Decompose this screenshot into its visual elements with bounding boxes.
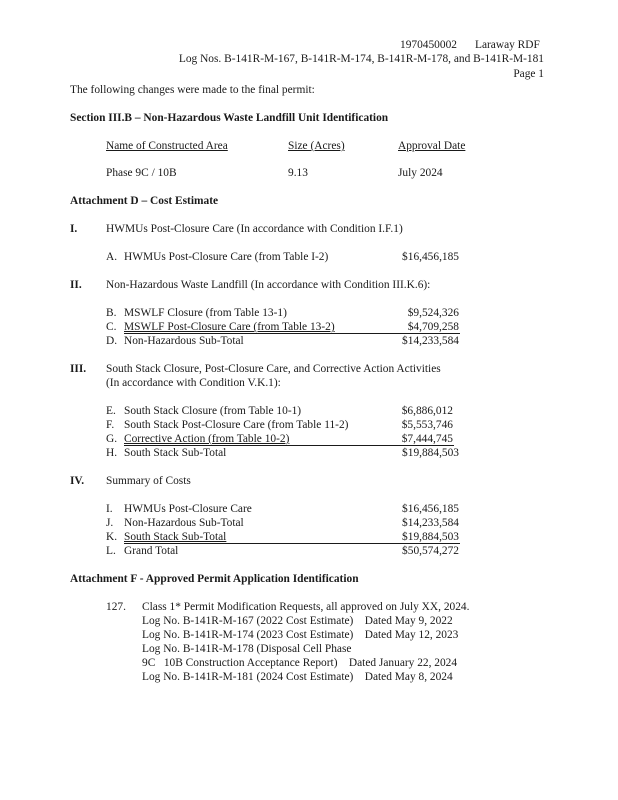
line-item-letter: C. — [106, 321, 117, 333]
group-title: Non-Hazardous Waste Landfill (In accordance with Condition III.K.6): — [106, 279, 431, 291]
line-item-amount: $16,456,185 — [402, 251, 459, 263]
line-item-amount: $5,553,746 — [401, 419, 453, 431]
line-item-amount: $19,884,503 — [402, 447, 459, 459]
document-id: 1970450002 — [400, 39, 457, 51]
group-numeral: III. — [70, 363, 87, 375]
log-entry: Log No. B-141R-M-178 (Disposal Cell Phase — [142, 643, 352, 655]
line-item-letter: G. — [106, 433, 118, 445]
line-item-amount: $14,233,584 — [402, 517, 459, 529]
group-numeral: I. — [70, 223, 78, 235]
line-item-letter: K. — [106, 531, 118, 543]
attachment-d-heading: Attachment D – Cost Estimate — [70, 195, 219, 207]
line-item-letter: D. — [106, 335, 118, 347]
constructed-area-name: Phase 9C / 10B — [106, 167, 177, 179]
log-entry-continued: 9C 10B Construction Acceptance Report) Dated January 22, 2024 — [142, 657, 458, 669]
grand-total-amount: $50,574,272 — [402, 545, 459, 557]
line-item-amount: $14,233,584 — [402, 335, 459, 347]
line-item-label: Non-Hazardous Sub-Total — [124, 517, 244, 529]
line-item-label: South Stack Post-Closure Care (from Table 11-2) — [124, 419, 349, 431]
attachment-f-heading: Attachment F - Approved Permit Application Identification — [70, 573, 359, 585]
log-entry: Log No. B-141R-M-167 (2022 Cost Estimate) Dated May 9, 2022 — [142, 615, 453, 627]
section-iiib-heading: Section III.B – Non-Hazardous Waste Landfill Unit Identification — [70, 112, 389, 124]
column-header-size: Size (Acres) — [288, 140, 345, 152]
group-title: HWMUs Post-Closure Care (In accordance with Condition I.F.1) — [106, 223, 403, 235]
line-item-letter: F. — [106, 419, 115, 431]
line-item-letter: A. — [106, 251, 118, 263]
line-item-amount: $7,444,745 — [401, 433, 453, 445]
group-numeral: II. — [70, 279, 82, 291]
group-title-continued: (In accordance with Condition V.K.1): — [106, 377, 281, 389]
approval-summary: Class 1* Permit Modification Requests, all approved on July XX, 2024. — [142, 601, 470, 613]
approval-date: July 2024 — [398, 167, 443, 179]
line-item-label: HWMUs Post-Closure Care — [124, 503, 252, 515]
line-item-amount: $4,709,258 — [407, 321, 459, 333]
line-item-letter: H. — [106, 447, 118, 459]
line-item-label: MSWLF Closure (from Table 13-1) — [124, 307, 287, 319]
line-item-amount: $9,524,326 — [407, 307, 459, 319]
line-item-label: Corrective Action (from Table 10-2) — [124, 433, 290, 445]
group-title: Summary of Costs — [106, 475, 191, 487]
line-item-label: South Stack Sub-Total — [124, 531, 227, 543]
group-title: South Stack Closure, Post-Closure Care, and Corrective Action Activities — [106, 363, 441, 375]
line-item-label: South Stack Sub-Total — [124, 447, 227, 459]
item-number: 127. — [106, 601, 126, 613]
page-number: Page 1 — [513, 68, 544, 80]
line-item-letter: I. — [106, 503, 113, 515]
log-numbers: Log Nos. B-141R-M-167, B-141R-M-174, B-141R-M-178, and B-141R-M-181 — [178, 53, 544, 65]
line-item-label: South Stack Closure (from Table 10-1) — [124, 405, 302, 417]
log-entry: Log No. B-141R-M-181 (2024 Cost Estimate) Dated May 8, 2024 — [142, 671, 453, 683]
line-item-label: Non-Hazardous Sub-Total — [124, 335, 244, 347]
column-header-date: Approval Date — [398, 140, 466, 152]
constructed-area-size: 9.13 — [288, 167, 308, 179]
line-item-label: HWMUs Post-Closure Care (from Table I-2) — [124, 251, 329, 263]
line-item-letter: B. — [106, 307, 117, 319]
line-item-letter: J. — [106, 517, 114, 529]
line-item-amount: $19,884,503 — [402, 531, 459, 543]
line-item-letter: L. — [106, 545, 116, 557]
group-numeral: IV. — [70, 475, 85, 487]
line-item-label: MSWLF Post-Closure Care (from Table 13-2) — [124, 321, 335, 333]
line-item-letter: E. — [106, 405, 116, 417]
column-header-name: Name of Constructed Area — [106, 140, 228, 152]
line-item-label: Grand Total — [124, 545, 179, 557]
facility-name: Laraway RDF — [475, 39, 540, 51]
line-item-amount: $16,456,185 — [402, 503, 459, 515]
line-item-amount: $6,886,012 — [401, 405, 453, 417]
intro-text: The following changes were made to the final permit: — [70, 84, 315, 96]
log-entry: Log No. B-141R-M-174 (2023 Cost Estimate) Dated May 12, 2023 — [142, 629, 459, 641]
